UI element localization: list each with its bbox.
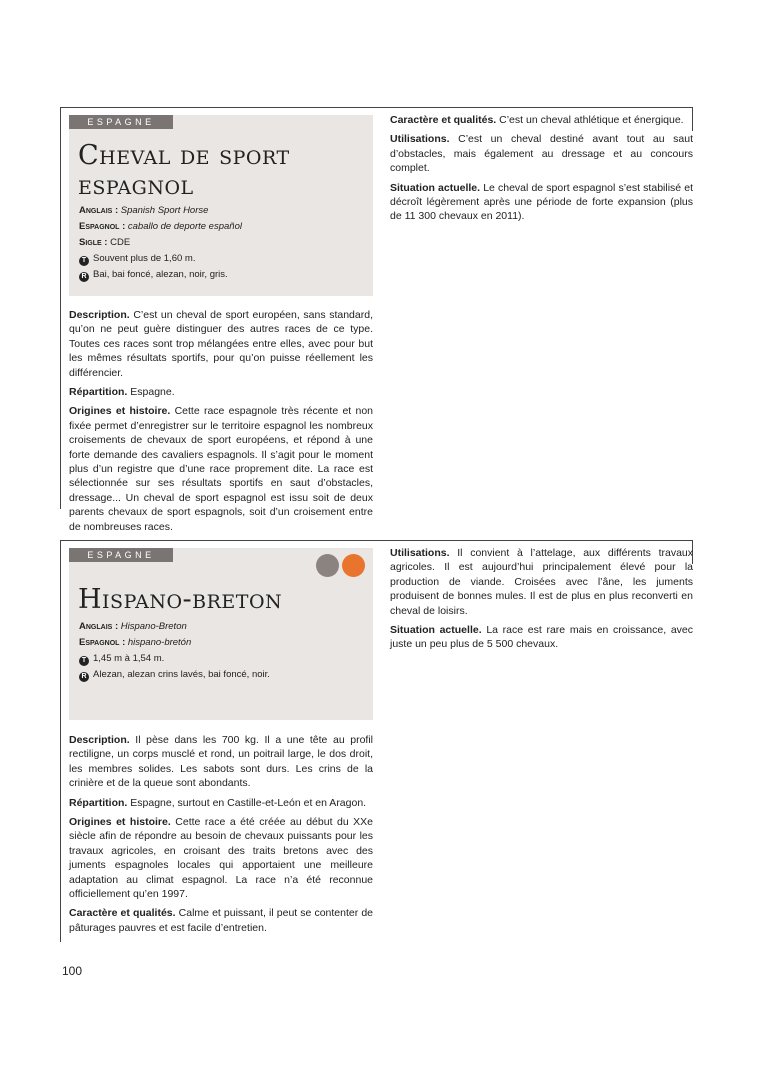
middle-rule xyxy=(60,540,692,541)
breed-header-box xyxy=(69,548,373,720)
top-rule xyxy=(60,107,692,108)
mule-icon xyxy=(342,554,365,577)
breed-meta xyxy=(79,203,242,283)
paragraph-origins: Origines et histoire. Cette race a été créée au début du XXe siècle afin de répondre au besoin de chevaux puissants pour les travaux agricoles, en croisant des traits bretons avec des juments espagnoles locales qui apportaient une meilleure adaptation au climat espagnol. La race n’a été reconnue officiellement qu’en 1997. xyxy=(69,816,374,901)
coat-icon: R xyxy=(79,672,89,682)
coat-line: R Alezan, alezan crins lavés, bai foncé, noir. xyxy=(79,667,270,683)
paragraph-distribution: Répartition. Espagne, surtout en Castille-et-León et en Aragon. xyxy=(69,796,367,809)
english-name: Anglais : Spanish Sport Horse xyxy=(79,205,209,216)
page-number: 100 xyxy=(62,964,83,978)
usage-icons xyxy=(316,554,365,577)
breed-title xyxy=(78,585,282,615)
english-name: Anglais : Hispano-Breton xyxy=(79,621,187,632)
height-icon: T xyxy=(79,656,89,666)
paragraph-description: Description. Il pèse dans les 700 kg. Il a une tête au profil rectiligne, un corps musclé et rond, un poitrail large, le dos droit, les membres solides. Les sabots sont durs. Les crins de la crinière et de la queue sont abondants. xyxy=(69,734,373,790)
height-icon: T xyxy=(79,256,89,266)
paragraph-description: Description. C’est un cheval de sport européen, sans standard, qu’on ne peut guère distinguer des autres races de ce type. Toutes ces races sont trop mélangées entre elles, avec pour but les mêmes résultats sportifs, pour qu’on puisse réellement les différencier. xyxy=(69,309,373,379)
height-line: T Souvent plus de 1,60 m. xyxy=(79,251,242,267)
acronym: Sigle : CDE xyxy=(79,237,131,248)
breed-header-box xyxy=(69,115,373,296)
article-column-left xyxy=(69,733,373,940)
paragraph-uses: Utilisations. Il convient à l’attelage, aux différents travaux agricoles. Il est aujourd’hui principalement élevé pour la production de viande. Croisées avec l’âne, les juments produisent de bonnes mules. Il est de plus en plus reconverti en cheval de loisirs. xyxy=(390,547,693,617)
draft-horse-icon xyxy=(316,554,339,577)
left-rule-1 xyxy=(60,107,61,509)
height-line: T 1,45 m à 1,54 m. xyxy=(79,651,270,667)
paragraph-distribution: Répartition. Espagne. xyxy=(69,386,175,399)
spanish-name: Espagnol : caballo de deporte español xyxy=(79,221,242,232)
article-column-left xyxy=(69,308,373,534)
breed-title xyxy=(78,141,290,201)
breed-meta xyxy=(79,619,270,683)
coat-line: R Bai, bai foncé, alezan, noir, gris. xyxy=(79,267,242,283)
breed-title-line: Hispano-breton xyxy=(78,584,283,615)
paragraph-character: Caractère et qualités. Calme et puissant, il peut se contenter de pâturages pauvres et est facile d’entretien. xyxy=(69,907,373,934)
paragraph-status: Situation actuelle. La race est rare mais en croissance, avec juste un peu plus de 5 500 chevaux. xyxy=(390,624,693,651)
country-tag: ESPAGNE xyxy=(69,115,173,129)
breed-title-line: Cheval de sport xyxy=(78,140,290,171)
country-tag: ESPAGNE xyxy=(69,548,173,562)
left-rule-2 xyxy=(60,540,61,942)
breed-title-line: espagnol xyxy=(78,170,194,201)
paragraph-origins: Origines et histoire. Cette race espagnole très récente et non fixée permet d’enregistrer sur le territoire espagnol les nombreux croisements de chevaux de sport européens, et répond à une forte demande des cavaliers espagnols. Il s’agit pour le moment plus d’un registre que d’une race proprement dite. La race est sélectionnée sur ses résultats sportifs en saut d’obstacles, dressage... Un cheval de sport espagnol est issu soit de deux parents chevaux de sport espagnols, soit d’un croisement entre de nombreuses races. xyxy=(69,405,373,533)
spanish-name: Espagnol : hispano-bretón xyxy=(79,637,192,648)
article-column-right xyxy=(390,113,693,229)
paragraph-status: Situation actuelle. Le cheval de sport espagnol s’est stabilisé et décroît légèrement après une période de forte expansion (plus de 11 300 chevaux en 2011). xyxy=(390,181,693,223)
paragraph-character: Caractère et qualités. C’est un cheval athlétique et énergique. xyxy=(390,114,684,126)
article-column-right xyxy=(390,546,693,657)
paragraph-uses: Utilisations. C’est un cheval destiné avant tout au saut d’obstacles, mais également au dressage et au concours complet. xyxy=(390,133,693,175)
coat-icon: R xyxy=(79,272,89,282)
